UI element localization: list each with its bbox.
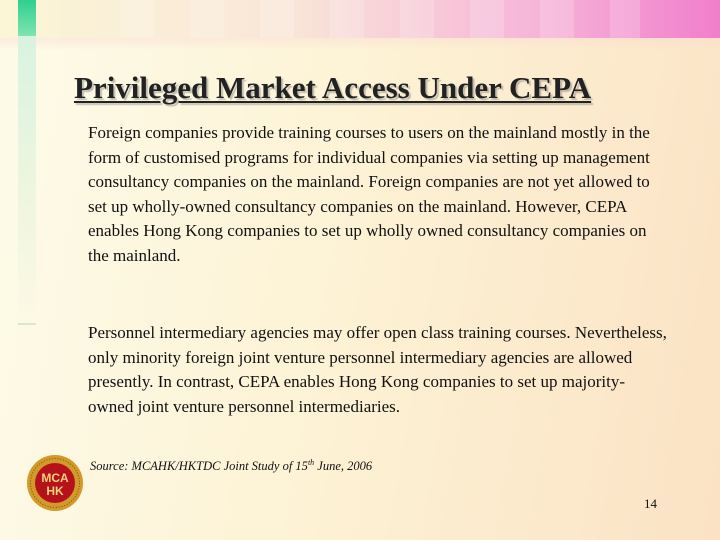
source-citation-superscript: th xyxy=(307,458,315,467)
header-band-pattern xyxy=(120,0,640,38)
source-citation xyxy=(90,458,372,474)
left-stripe-tick xyxy=(18,323,36,325)
paragraph-personnel-agencies: Personnel intermediary agencies may offer open class training courses. Nevertheless, only minority foreign joint venture personnel intermediary agencies are allowed presently. In contrast, CEPA enables Hong Kong companies to set up majority-owned joint venture personnel intermediaries. xyxy=(88,323,667,416)
slide-title: Privileged Market Access Under CEPA xyxy=(74,70,592,105)
page-number: 14 xyxy=(644,496,657,511)
logo-text-top: MCA xyxy=(41,471,69,485)
source-citation-suffix: June, 2006 xyxy=(314,459,373,474)
source-citation-prefix: Source: MCAHK/HKTDC Joint Study of 15 xyxy=(90,459,308,474)
mcahk-logo-icon xyxy=(26,454,84,512)
header-band-fade xyxy=(0,38,720,50)
logo-text-bottom: HK xyxy=(46,484,64,498)
left-accent-stripe-fade xyxy=(18,36,36,326)
paragraph-training-courses: Foreign companies provide training courses to users on the mainland mostly in the form of customised programs for individual companies via setting up management consultancy companies on the mainland. Foreign companies are not yet allowed to set up wholly-owned consultancy companies on the mainland. However, CEPA enables Hong Kong companies to set up wholly owned consultancy companies on the mainland. xyxy=(88,123,650,265)
left-accent-stripe xyxy=(18,0,36,36)
